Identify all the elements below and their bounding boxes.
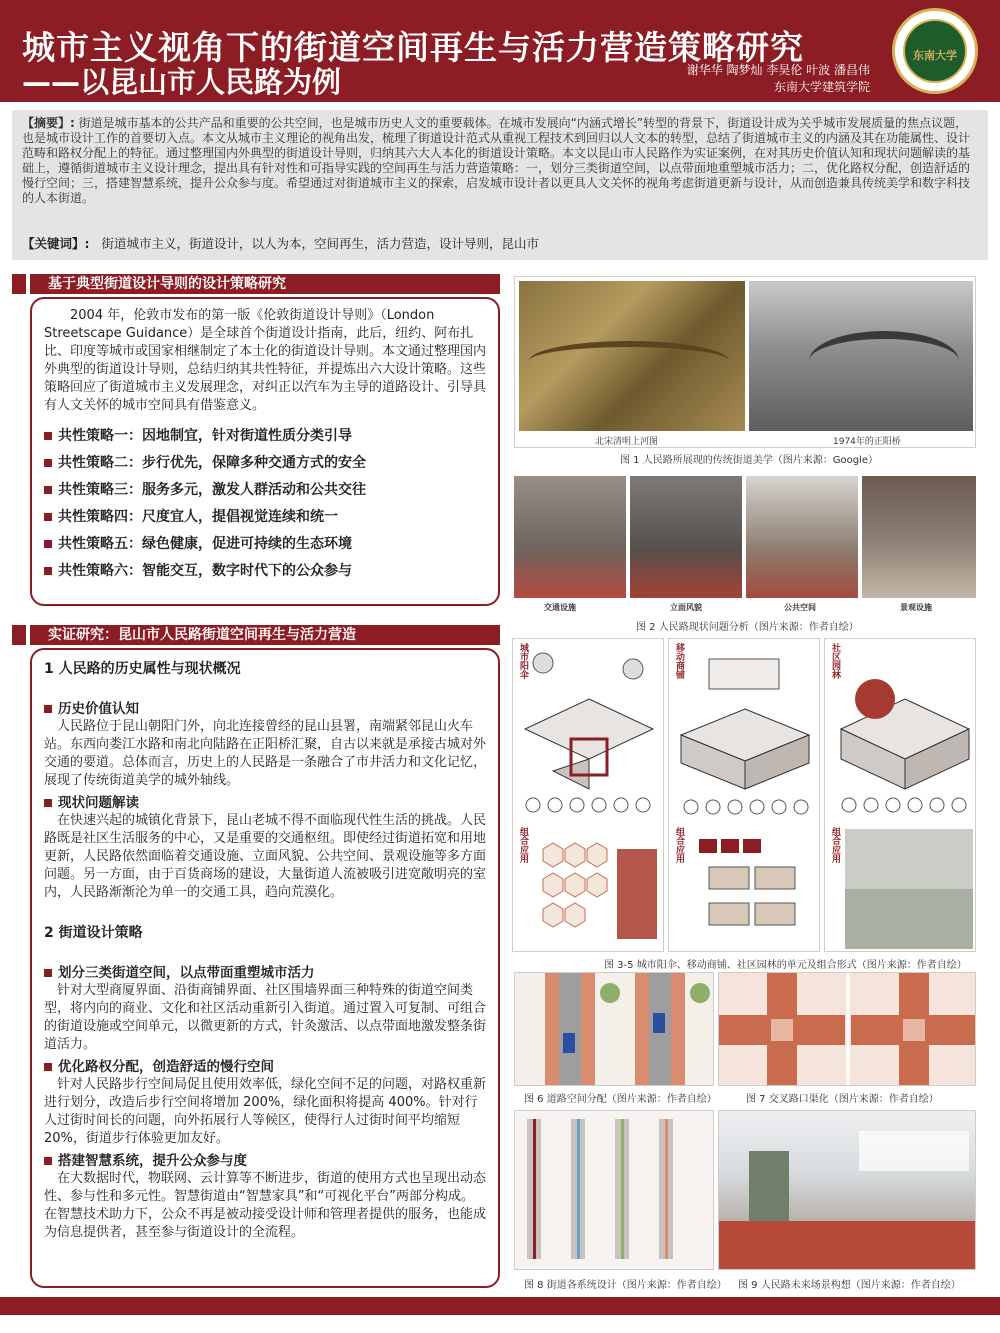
subsection-title: 划分三类街道空间，以点带面重塑城市活力 — [44, 964, 486, 982]
section1-box — [30, 297, 500, 606]
fig9-caption: 图 9 人民路未来场景构想（图片来源：作者自绘） — [738, 1280, 961, 1291]
section2-heading-1: 1 人民路的历史属性与现状概况 — [44, 661, 241, 677]
fig2-label: 交通设施 — [544, 603, 576, 612]
abstract-label: 【摘要】: — [22, 116, 75, 130]
section1-title: 基于典型街道设计导则的设计策略研究 — [30, 274, 500, 294]
university-seal-icon — [892, 8, 978, 94]
strategy-item: 共性策略五：绿色健康，促进可持续的生态环境 — [44, 531, 486, 558]
poster-footer — [0, 1297, 1000, 1315]
fig1-caption: 图 1 人民路所展现的传统街道美学（图片来源：Google） — [620, 455, 878, 466]
fig2-label: 立面风貌 — [670, 603, 702, 612]
fig2-caption: 图 2 人民路现状问题分析（图片来源：作者自绘） — [636, 622, 859, 633]
section2-title: 实证研究：昆山市人民路街道空间再生与活力营造 — [30, 625, 500, 645]
figure-9 — [718, 1110, 976, 1270]
subsection-text: 在大数据时代，物联网、云计算等不断进步，街道的使用方式也呈现出动态性、参与性和多元性。智慧街道由“智慧家具”和“可视化平台”两部分构成。在智慧技术助力下，公众不再是被动接受设计师和管理者提供的服务，也能成为信息提供者，甚至参与街道设计的全流程。 — [44, 1171, 487, 1240]
umbrella-diagram — [513, 639, 664, 952]
future-scene-render — [719, 1111, 976, 1270]
strategy-item: 共性策略三：服务多元，激发人群活动和公共交往 — [44, 477, 486, 504]
figure-6 — [514, 972, 714, 1086]
fig2-label: 景观设施 — [900, 603, 932, 612]
section2-box — [30, 648, 500, 1288]
author-names: 谢华华 陶梦灿 李昊伦 叶波 潘昌伟 — [686, 63, 870, 77]
fig6-caption: 图 6 道路空间分配（图片来源：作者自绘） — [524, 1094, 717, 1105]
subsection-text: 针对大型商厦界面、沿街商铺界面、社区围墙界面三种特殊的街道空间类型，将内向的商业、文化和社区活动重新引入街道。通过置入可复制、可组合的街道设施或空间单元，以微更新的方式，针灸激活、以点带面地激发整条街道活力。 — [44, 983, 487, 1052]
poster-title: 城市主义视角下的街道空间再生与活力营造策略研究 — [22, 28, 804, 67]
subsection-title: 历史价值认知 — [44, 700, 486, 718]
subsection-text: 在快速兴起的城镇化背景下，昆山老城不得不面临现代性生活的挑战。人民路既是社区生活服务的中心，又是重要的交通枢纽。即使经过街道拓宽和用地更新，人民路依然面临着交通设施、立面风貌、公共空间、景观设施等多方面问题。另一方面，由于百货商场的建设，大量街道人流被吸引进宽敞明亮的室内，人民路渐渐沦为单一的交通工具，趋向荒漠化。 — [44, 813, 487, 900]
section1-intro: 2004 年，伦敦市发布的第一版《伦敦街道设计导则》（London Streetscape Guidance）是全球首个街道设计指南，此后，纽约、阿布扎比、印度等城市或国家相继制定了本土化的街道设计导则。本文通过整理国内外典型的街道设计导则，总结归纳其共性特征，并提炼出六大设计策略。这些策略回应了街道城市主义发展理念，对纠正以汽车为主导的道路设计、引导具有人文关怀的城市空间具有借鉴意义。 — [44, 308, 487, 413]
fig7-caption: 图 7 交叉路口渠化（图片来源：作者自绘） — [746, 1094, 939, 1105]
figure-4-mobile-shop — [668, 638, 820, 952]
fig1-sub-right: 1974年的正阳桥 — [833, 437, 901, 447]
subsection-title: 搭建智慧系统，提升公众参与度 — [44, 1152, 486, 1170]
author-institution: 东南大学建筑学院 — [773, 80, 870, 94]
landscape-photo — [862, 476, 976, 598]
combo-label: 组合应用 — [674, 827, 684, 863]
public-space-photo — [746, 476, 858, 598]
community-garden-diagram — [825, 639, 976, 952]
bridge-photo — [749, 281, 973, 431]
figure-5-community-garden — [824, 638, 976, 952]
figure-3-umbrella — [512, 638, 664, 952]
figure-8 — [514, 1110, 714, 1270]
combo-label: 组合应用 — [830, 827, 840, 863]
intersection-diagram — [719, 973, 976, 1086]
figure-2 — [514, 476, 976, 614]
road-allocation-diagram — [515, 973, 714, 1086]
street-system-diagram — [515, 1111, 714, 1270]
figure-7 — [718, 972, 976, 1086]
poster-subtitle: ——以昆山市人民路为例 — [22, 65, 342, 99]
fig2-label: 公共空间 — [784, 603, 816, 612]
strategy-item: 共性策略六：智能交互，数字时代下的公众参与 — [44, 558, 486, 585]
strategy-item: 共性策略一：因地制宜，针对街道性质分类引导 — [44, 423, 486, 450]
keywords-text: 街道城市主义，街道设计，以人为本，空间再生，活力营造，设计导则，昆山市 — [101, 236, 539, 251]
traffic-photo — [514, 476, 626, 598]
strategy-item: 共性策略二：步行优先，保障多种交通方式的安全 — [44, 450, 486, 477]
subsection-title: 优化路权分配，创造舒适的慢行空间 — [44, 1058, 486, 1076]
fig1-sub-left: 北宋清明上河图 — [595, 437, 659, 447]
panel-label: 城市阳伞 — [518, 643, 528, 679]
strategy-list — [44, 423, 486, 585]
subsection-title: 现状问题解读 — [44, 794, 486, 812]
combo-label: 组合应用 — [518, 827, 528, 863]
facade-photo — [630, 476, 742, 598]
section2-heading-2: 2 街道设计策略 — [44, 925, 143, 941]
panel-label: 社区园林 — [830, 643, 840, 679]
mobile-shop-diagram — [669, 639, 820, 952]
fig3-5-caption: 图 3-5 城市阳伞、移动商铺、社区园林的单元及组合形式（图片来源：作者自绘） — [604, 960, 967, 971]
keywords-label: 【关键词】: — [22, 236, 90, 251]
subsection-text: 人民路位于昆山朝阳门外，向北连接曾经的昆山县署，南端紧邻昆山火车站。东西向娄江水路和南北向陆路在正阳桥汇聚，自古以来就是承接古城对外交通的要道。总体而言，历史上的人民路是一条融合了市井活力和文化记忆，展现了传统街道美学的城外轴线。 — [44, 719, 487, 788]
abstract-text: 街道是城市基本的公共产品和重要的公共空间，也是城市历史人文的重要载体。在城市发展向“内涵式增长”转型的背景下，街道设计成为关乎城市发展质量的焦点议题，也是城市设计工作的首要切入点。本文从城市主义理论的视角出发，梳理了街道设计范式从重视工程技术到回归以人文本的转型，总结了街道城市主义的内涵及其在功能属性、设计范畴和路权分配上的特征。通过整理国内外典型的街道设计导则，归纳其六大人本化的街道设计策略。本文以昆山市人民路作为实证案例，在对其历史价值认知和现状问题解读的基础上，遵循街道城市主义设计理念，提出具有针对性和可指导实践的空间再生与活力营造策略：一，划分三类街道空间，以点带面地重塑城市活力；二，优化路权分配，创造舒适的慢行空间；三，搭建智慧系统，提升公众参与度。希望通过对街道城市主义的探索，启发城市设计者以更具人文关怀的视角考虑街道更新与设计，从而创造兼具传统美学和数字科技的人本街道。 — [22, 116, 971, 205]
seal-text: 东南大学 — [913, 49, 957, 62]
figure-1 — [514, 276, 976, 448]
subsection-text: 针对人民路步行空间局促且使用效率低，绿化空间不足的问题，对路权重新进行划分，改造后步行空间将增加 200%，绿化面积将提高 400%。针对行人过街时间长的问题，向外拓展行人等候区，使得行人过街时间平均缩短 20%，街道步行体验更加友好。 — [44, 1077, 487, 1146]
panel-label: 移动商铺 — [674, 643, 684, 679]
poster-header — [0, 0, 1000, 102]
painting-image — [519, 281, 745, 431]
author-block — [687, 62, 870, 96]
keywords-line — [12, 234, 988, 256]
strategy-item: 共性策略四：尺度宜人，提倡视觉连续和统一 — [44, 504, 486, 531]
fig8-caption: 图 8 街道各系统设计（图片来源：作者自绘） — [524, 1280, 727, 1291]
